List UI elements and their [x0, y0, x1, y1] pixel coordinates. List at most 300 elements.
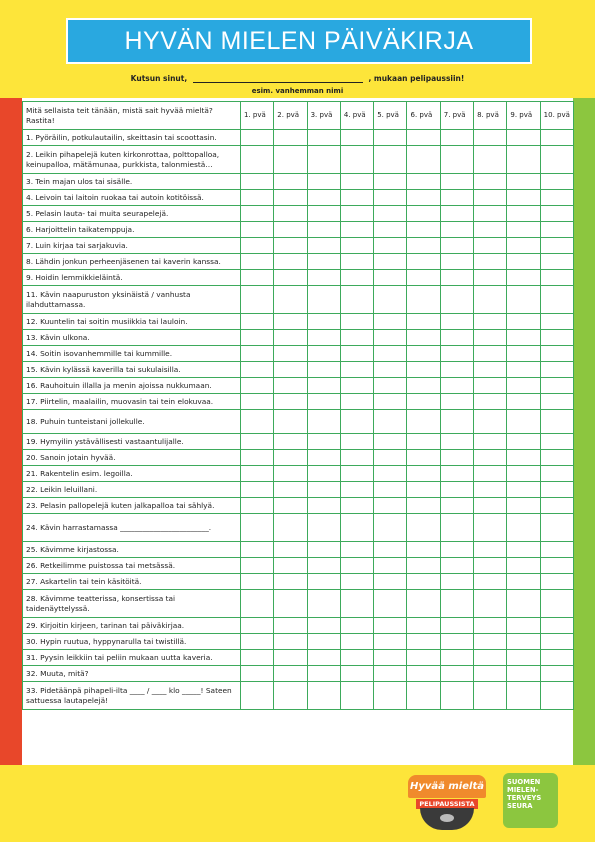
- checkbox-cell[interactable]: [540, 346, 573, 362]
- checkbox-cell[interactable]: [374, 482, 407, 498]
- checkbox-cell[interactable]: [440, 238, 473, 254]
- checkbox-cell[interactable]: [507, 330, 540, 346]
- checkbox-cell[interactable]: [241, 482, 274, 498]
- checkbox-cell[interactable]: [440, 346, 473, 362]
- checkbox-cell[interactable]: [274, 666, 307, 682]
- checkbox-cell[interactable]: [474, 330, 507, 346]
- checkbox-cell[interactable]: [307, 222, 340, 238]
- checkbox-cell[interactable]: [407, 666, 440, 682]
- checkbox-cell[interactable]: [307, 238, 340, 254]
- checkbox-cell[interactable]: [374, 574, 407, 590]
- checkbox-cell[interactable]: [407, 410, 440, 434]
- checkbox-cell[interactable]: [307, 410, 340, 434]
- checkbox-cell[interactable]: [540, 434, 573, 450]
- checkbox-cell[interactable]: [374, 434, 407, 450]
- checkbox-cell[interactable]: [274, 514, 307, 542]
- checkbox-cell[interactable]: [374, 362, 407, 378]
- checkbox-cell[interactable]: [440, 650, 473, 666]
- checkbox-cell[interactable]: [274, 238, 307, 254]
- checkbox-cell[interactable]: [374, 410, 407, 434]
- checkbox-cell[interactable]: [407, 590, 440, 618]
- checkbox-cell[interactable]: [407, 634, 440, 650]
- checkbox-cell[interactable]: [274, 634, 307, 650]
- checkbox-cell[interactable]: [274, 590, 307, 618]
- checkbox-cell[interactable]: [407, 314, 440, 330]
- checkbox-cell[interactable]: [374, 254, 407, 270]
- checkbox-cell[interactable]: [440, 498, 473, 514]
- checkbox-cell[interactable]: [374, 330, 407, 346]
- checkbox-cell[interactable]: [274, 574, 307, 590]
- checkbox-cell[interactable]: [474, 450, 507, 466]
- checkbox-cell[interactable]: [540, 254, 573, 270]
- checkbox-cell[interactable]: [507, 286, 540, 314]
- checkbox-cell[interactable]: [540, 514, 573, 542]
- checkbox-cell[interactable]: [307, 314, 340, 330]
- checkbox-cell[interactable]: [340, 682, 373, 710]
- checkbox-cell[interactable]: [307, 270, 340, 286]
- checkbox-cell[interactable]: [241, 378, 274, 394]
- checkbox-cell[interactable]: [474, 286, 507, 314]
- checkbox-cell[interactable]: [274, 434, 307, 450]
- checkbox-cell[interactable]: [540, 378, 573, 394]
- checkbox-cell[interactable]: [274, 466, 307, 482]
- checkbox-cell[interactable]: [407, 286, 440, 314]
- checkbox-cell[interactable]: [307, 574, 340, 590]
- checkbox-cell[interactable]: [540, 286, 573, 314]
- checkbox-cell[interactable]: [340, 650, 373, 666]
- checkbox-cell[interactable]: [340, 346, 373, 362]
- checkbox-cell[interactable]: [340, 434, 373, 450]
- checkbox-cell[interactable]: [507, 498, 540, 514]
- checkbox-cell[interactable]: [340, 238, 373, 254]
- checkbox-cell[interactable]: [340, 270, 373, 286]
- checkbox-cell[interactable]: [407, 434, 440, 450]
- checkbox-cell[interactable]: [474, 634, 507, 650]
- checkbox-cell[interactable]: [474, 434, 507, 450]
- checkbox-cell[interactable]: [274, 286, 307, 314]
- checkbox-cell[interactable]: [474, 314, 507, 330]
- checkbox-cell[interactable]: [374, 558, 407, 574]
- checkbox-cell[interactable]: [241, 434, 274, 450]
- checkbox-cell[interactable]: [340, 450, 373, 466]
- checkbox-cell[interactable]: [274, 330, 307, 346]
- checkbox-cell[interactable]: [340, 330, 373, 346]
- checkbox-cell[interactable]: [274, 146, 307, 174]
- checkbox-cell[interactable]: [440, 634, 473, 650]
- checkbox-cell[interactable]: [474, 650, 507, 666]
- checkbox-cell[interactable]: [241, 514, 274, 542]
- checkbox-cell[interactable]: [307, 378, 340, 394]
- checkbox-cell[interactable]: [307, 650, 340, 666]
- checkbox-cell[interactable]: [340, 314, 373, 330]
- checkbox-cell[interactable]: [407, 682, 440, 710]
- checkbox-cell[interactable]: [507, 574, 540, 590]
- checkbox-cell[interactable]: [440, 666, 473, 682]
- checkbox-cell[interactable]: [274, 558, 307, 574]
- checkbox-cell[interactable]: [241, 190, 274, 206]
- checkbox-cell[interactable]: [340, 514, 373, 542]
- checkbox-cell[interactable]: [274, 682, 307, 710]
- checkbox-cell[interactable]: [507, 466, 540, 482]
- checkbox-cell[interactable]: [307, 450, 340, 466]
- checkbox-cell[interactable]: [407, 222, 440, 238]
- checkbox-cell[interactable]: [374, 190, 407, 206]
- checkbox-cell[interactable]: [474, 206, 507, 222]
- checkbox-cell[interactable]: [307, 618, 340, 634]
- checkbox-cell[interactable]: [540, 466, 573, 482]
- checkbox-cell[interactable]: [307, 330, 340, 346]
- checkbox-cell[interactable]: [374, 450, 407, 466]
- checkbox-cell[interactable]: [241, 330, 274, 346]
- checkbox-cell[interactable]: [507, 450, 540, 466]
- checkbox-cell[interactable]: [307, 666, 340, 682]
- checkbox-cell[interactable]: [540, 206, 573, 222]
- checkbox-cell[interactable]: [507, 270, 540, 286]
- checkbox-cell[interactable]: [374, 270, 407, 286]
- checkbox-cell[interactable]: [540, 542, 573, 558]
- checkbox-cell[interactable]: [540, 450, 573, 466]
- checkbox-cell[interactable]: [540, 190, 573, 206]
- checkbox-cell[interactable]: [407, 650, 440, 666]
- checkbox-cell[interactable]: [474, 682, 507, 710]
- checkbox-cell[interactable]: [440, 514, 473, 542]
- checkbox-cell[interactable]: [307, 514, 340, 542]
- checkbox-cell[interactable]: [307, 146, 340, 174]
- checkbox-cell[interactable]: [307, 590, 340, 618]
- checkbox-cell[interactable]: [440, 286, 473, 314]
- checkbox-cell[interactable]: [474, 618, 507, 634]
- checkbox-cell[interactable]: [374, 394, 407, 410]
- checkbox-cell[interactable]: [340, 190, 373, 206]
- checkbox-cell[interactable]: [440, 206, 473, 222]
- checkbox-cell[interactable]: [540, 558, 573, 574]
- checkbox-cell[interactable]: [241, 650, 274, 666]
- checkbox-cell[interactable]: [407, 254, 440, 270]
- checkbox-cell[interactable]: [307, 346, 340, 362]
- checkbox-cell[interactable]: [307, 542, 340, 558]
- checkbox-cell[interactable]: [340, 174, 373, 190]
- checkbox-cell[interactable]: [440, 362, 473, 378]
- checkbox-cell[interactable]: [474, 498, 507, 514]
- checkbox-cell[interactable]: [440, 330, 473, 346]
- checkbox-cell[interactable]: [407, 558, 440, 574]
- checkbox-cell[interactable]: [307, 558, 340, 574]
- checkbox-cell[interactable]: [540, 634, 573, 650]
- checkbox-cell[interactable]: [474, 482, 507, 498]
- checkbox-cell[interactable]: [374, 286, 407, 314]
- checkbox-cell[interactable]: [307, 206, 340, 222]
- checkbox-cell[interactable]: [540, 482, 573, 498]
- checkbox-cell[interactable]: [274, 190, 307, 206]
- checkbox-cell[interactable]: [241, 130, 274, 146]
- checkbox-cell[interactable]: [374, 238, 407, 254]
- checkbox-cell[interactable]: [507, 618, 540, 634]
- checkbox-cell[interactable]: [274, 362, 307, 378]
- checkbox-cell[interactable]: [374, 618, 407, 634]
- checkbox-cell[interactable]: [340, 618, 373, 634]
- checkbox-cell[interactable]: [241, 634, 274, 650]
- checkbox-cell[interactable]: [407, 498, 440, 514]
- checkbox-cell[interactable]: [507, 222, 540, 238]
- checkbox-cell[interactable]: [241, 590, 274, 618]
- checkbox-cell[interactable]: [407, 542, 440, 558]
- checkbox-cell[interactable]: [241, 574, 274, 590]
- checkbox-cell[interactable]: [440, 222, 473, 238]
- checkbox-cell[interactable]: [340, 410, 373, 434]
- checkbox-cell[interactable]: [474, 174, 507, 190]
- checkbox-cell[interactable]: [440, 450, 473, 466]
- checkbox-cell[interactable]: [474, 362, 507, 378]
- checkbox-cell[interactable]: [274, 394, 307, 410]
- checkbox-cell[interactable]: [374, 634, 407, 650]
- checkbox-cell[interactable]: [307, 466, 340, 482]
- checkbox-cell[interactable]: [474, 574, 507, 590]
- checkbox-cell[interactable]: [540, 238, 573, 254]
- checkbox-cell[interactable]: [241, 466, 274, 482]
- checkbox-cell[interactable]: [507, 362, 540, 378]
- checkbox-cell[interactable]: [407, 362, 440, 378]
- checkbox-cell[interactable]: [241, 174, 274, 190]
- checkbox-cell[interactable]: [241, 286, 274, 314]
- invite-name-field[interactable]: [193, 74, 363, 83]
- checkbox-cell[interactable]: [374, 650, 407, 666]
- checkbox-cell[interactable]: [374, 590, 407, 618]
- checkbox-cell[interactable]: [474, 190, 507, 206]
- checkbox-cell[interactable]: [274, 450, 307, 466]
- checkbox-cell[interactable]: [407, 450, 440, 466]
- checkbox-cell[interactable]: [407, 146, 440, 174]
- checkbox-cell[interactable]: [407, 618, 440, 634]
- checkbox-cell[interactable]: [340, 378, 373, 394]
- checkbox-cell[interactable]: [507, 542, 540, 558]
- checkbox-cell[interactable]: [507, 514, 540, 542]
- checkbox-cell[interactable]: [507, 174, 540, 190]
- checkbox-cell[interactable]: [274, 542, 307, 558]
- checkbox-cell[interactable]: [407, 466, 440, 482]
- checkbox-cell[interactable]: [540, 314, 573, 330]
- checkbox-cell[interactable]: [474, 130, 507, 146]
- checkbox-cell[interactable]: [507, 378, 540, 394]
- checkbox-cell[interactable]: [440, 466, 473, 482]
- checkbox-cell[interactable]: [440, 254, 473, 270]
- checkbox-cell[interactable]: [507, 346, 540, 362]
- checkbox-cell[interactable]: [540, 270, 573, 286]
- checkbox-cell[interactable]: [407, 330, 440, 346]
- checkbox-cell[interactable]: [440, 146, 473, 174]
- checkbox-cell[interactable]: [307, 498, 340, 514]
- checkbox-cell[interactable]: [507, 558, 540, 574]
- checkbox-cell[interactable]: [440, 542, 473, 558]
- checkbox-cell[interactable]: [507, 682, 540, 710]
- checkbox-cell[interactable]: [507, 650, 540, 666]
- checkbox-cell[interactable]: [540, 410, 573, 434]
- checkbox-cell[interactable]: [507, 590, 540, 618]
- checkbox-cell[interactable]: [241, 666, 274, 682]
- checkbox-cell[interactable]: [307, 634, 340, 650]
- checkbox-cell[interactable]: [374, 130, 407, 146]
- checkbox-cell[interactable]: [474, 238, 507, 254]
- checkbox-cell[interactable]: [440, 558, 473, 574]
- checkbox-cell[interactable]: [474, 666, 507, 682]
- checkbox-cell[interactable]: [274, 378, 307, 394]
- checkbox-cell[interactable]: [374, 466, 407, 482]
- checkbox-cell[interactable]: [307, 190, 340, 206]
- checkbox-cell[interactable]: [241, 558, 274, 574]
- checkbox-cell[interactable]: [274, 314, 307, 330]
- checkbox-cell[interactable]: [440, 174, 473, 190]
- checkbox-cell[interactable]: [340, 206, 373, 222]
- checkbox-cell[interactable]: [507, 666, 540, 682]
- checkbox-cell[interactable]: [340, 558, 373, 574]
- checkbox-cell[interactable]: [307, 434, 340, 450]
- checkbox-cell[interactable]: [374, 174, 407, 190]
- checkbox-cell[interactable]: [340, 286, 373, 314]
- checkbox-cell[interactable]: [307, 130, 340, 146]
- checkbox-cell[interactable]: [407, 346, 440, 362]
- checkbox-cell[interactable]: [540, 330, 573, 346]
- checkbox-cell[interactable]: [540, 146, 573, 174]
- checkbox-cell[interactable]: [241, 206, 274, 222]
- checkbox-cell[interactable]: [474, 590, 507, 618]
- checkbox-cell[interactable]: [440, 130, 473, 146]
- checkbox-cell[interactable]: [474, 394, 507, 410]
- checkbox-cell[interactable]: [274, 130, 307, 146]
- checkbox-cell[interactable]: [241, 394, 274, 410]
- checkbox-cell[interactable]: [340, 590, 373, 618]
- checkbox-cell[interactable]: [274, 270, 307, 286]
- checkbox-cell[interactable]: [340, 466, 373, 482]
- checkbox-cell[interactable]: [374, 666, 407, 682]
- checkbox-cell[interactable]: [274, 498, 307, 514]
- checkbox-cell[interactable]: [241, 542, 274, 558]
- checkbox-cell[interactable]: [507, 410, 540, 434]
- checkbox-cell[interactable]: [340, 498, 373, 514]
- checkbox-cell[interactable]: [440, 190, 473, 206]
- checkbox-cell[interactable]: [307, 682, 340, 710]
- checkbox-cell[interactable]: [340, 666, 373, 682]
- checkbox-cell[interactable]: [474, 558, 507, 574]
- checkbox-cell[interactable]: [440, 590, 473, 618]
- checkbox-cell[interactable]: [474, 146, 507, 174]
- checkbox-cell[interactable]: [540, 130, 573, 146]
- checkbox-cell[interactable]: [407, 378, 440, 394]
- checkbox-cell[interactable]: [241, 498, 274, 514]
- checkbox-cell[interactable]: [407, 238, 440, 254]
- checkbox-cell[interactable]: [440, 378, 473, 394]
- checkbox-cell[interactable]: [407, 574, 440, 590]
- checkbox-cell[interactable]: [507, 482, 540, 498]
- checkbox-cell[interactable]: [340, 254, 373, 270]
- checkbox-cell[interactable]: [274, 618, 307, 634]
- checkbox-cell[interactable]: [407, 270, 440, 286]
- checkbox-cell[interactable]: [540, 498, 573, 514]
- checkbox-cell[interactable]: [241, 238, 274, 254]
- checkbox-cell[interactable]: [507, 146, 540, 174]
- checkbox-cell[interactable]: [274, 222, 307, 238]
- checkbox-cell[interactable]: [241, 270, 274, 286]
- checkbox-cell[interactable]: [307, 394, 340, 410]
- checkbox-cell[interactable]: [340, 394, 373, 410]
- checkbox-cell[interactable]: [540, 618, 573, 634]
- checkbox-cell[interactable]: [274, 410, 307, 434]
- checkbox-cell[interactable]: [374, 514, 407, 542]
- checkbox-cell[interactable]: [274, 206, 307, 222]
- checkbox-cell[interactable]: [340, 542, 373, 558]
- checkbox-cell[interactable]: [374, 222, 407, 238]
- checkbox-cell[interactable]: [340, 574, 373, 590]
- checkbox-cell[interactable]: [340, 130, 373, 146]
- checkbox-cell[interactable]: [440, 410, 473, 434]
- checkbox-cell[interactable]: [474, 466, 507, 482]
- checkbox-cell[interactable]: [507, 634, 540, 650]
- checkbox-cell[interactable]: [540, 362, 573, 378]
- checkbox-cell[interactable]: [241, 450, 274, 466]
- checkbox-cell[interactable]: [374, 146, 407, 174]
- checkbox-cell[interactable]: [440, 434, 473, 450]
- checkbox-cell[interactable]: [407, 514, 440, 542]
- checkbox-cell[interactable]: [440, 574, 473, 590]
- checkbox-cell[interactable]: [274, 174, 307, 190]
- checkbox-cell[interactable]: [307, 286, 340, 314]
- checkbox-cell[interactable]: [274, 254, 307, 270]
- checkbox-cell[interactable]: [307, 362, 340, 378]
- checkbox-cell[interactable]: [440, 482, 473, 498]
- checkbox-cell[interactable]: [440, 394, 473, 410]
- checkbox-cell[interactable]: [540, 650, 573, 666]
- checkbox-cell[interactable]: [340, 482, 373, 498]
- checkbox-cell[interactable]: [474, 378, 507, 394]
- checkbox-cell[interactable]: [374, 314, 407, 330]
- checkbox-cell[interactable]: [474, 346, 507, 362]
- checkbox-cell[interactable]: [474, 270, 507, 286]
- checkbox-cell[interactable]: [540, 174, 573, 190]
- checkbox-cell[interactable]: [340, 146, 373, 174]
- checkbox-cell[interactable]: [474, 222, 507, 238]
- checkbox-cell[interactable]: [340, 362, 373, 378]
- checkbox-cell[interactable]: [407, 394, 440, 410]
- checkbox-cell[interactable]: [507, 206, 540, 222]
- checkbox-cell[interactable]: [374, 498, 407, 514]
- checkbox-cell[interactable]: [474, 410, 507, 434]
- checkbox-cell[interactable]: [507, 254, 540, 270]
- checkbox-cell[interactable]: [507, 238, 540, 254]
- checkbox-cell[interactable]: [540, 394, 573, 410]
- checkbox-cell[interactable]: [540, 590, 573, 618]
- checkbox-cell[interactable]: [340, 634, 373, 650]
- checkbox-cell[interactable]: [407, 174, 440, 190]
- checkbox-cell[interactable]: [474, 514, 507, 542]
- checkbox-cell[interactable]: [340, 222, 373, 238]
- checkbox-cell[interactable]: [474, 254, 507, 270]
- checkbox-cell[interactable]: [307, 174, 340, 190]
- checkbox-cell[interactable]: [540, 222, 573, 238]
- checkbox-cell[interactable]: [307, 482, 340, 498]
- checkbox-cell[interactable]: [507, 130, 540, 146]
- checkbox-cell[interactable]: [307, 254, 340, 270]
- checkbox-cell[interactable]: [440, 314, 473, 330]
- checkbox-cell[interactable]: [374, 542, 407, 558]
- checkbox-cell[interactable]: [241, 410, 274, 434]
- checkbox-cell[interactable]: [407, 482, 440, 498]
- checkbox-cell[interactable]: [241, 362, 274, 378]
- checkbox-cell[interactable]: [241, 146, 274, 174]
- checkbox-cell[interactable]: [241, 222, 274, 238]
- checkbox-cell[interactable]: [540, 682, 573, 710]
- checkbox-cell[interactable]: [241, 254, 274, 270]
- checkbox-cell[interactable]: [440, 270, 473, 286]
- checkbox-cell[interactable]: [407, 206, 440, 222]
- checkbox-cell[interactable]: [407, 190, 440, 206]
